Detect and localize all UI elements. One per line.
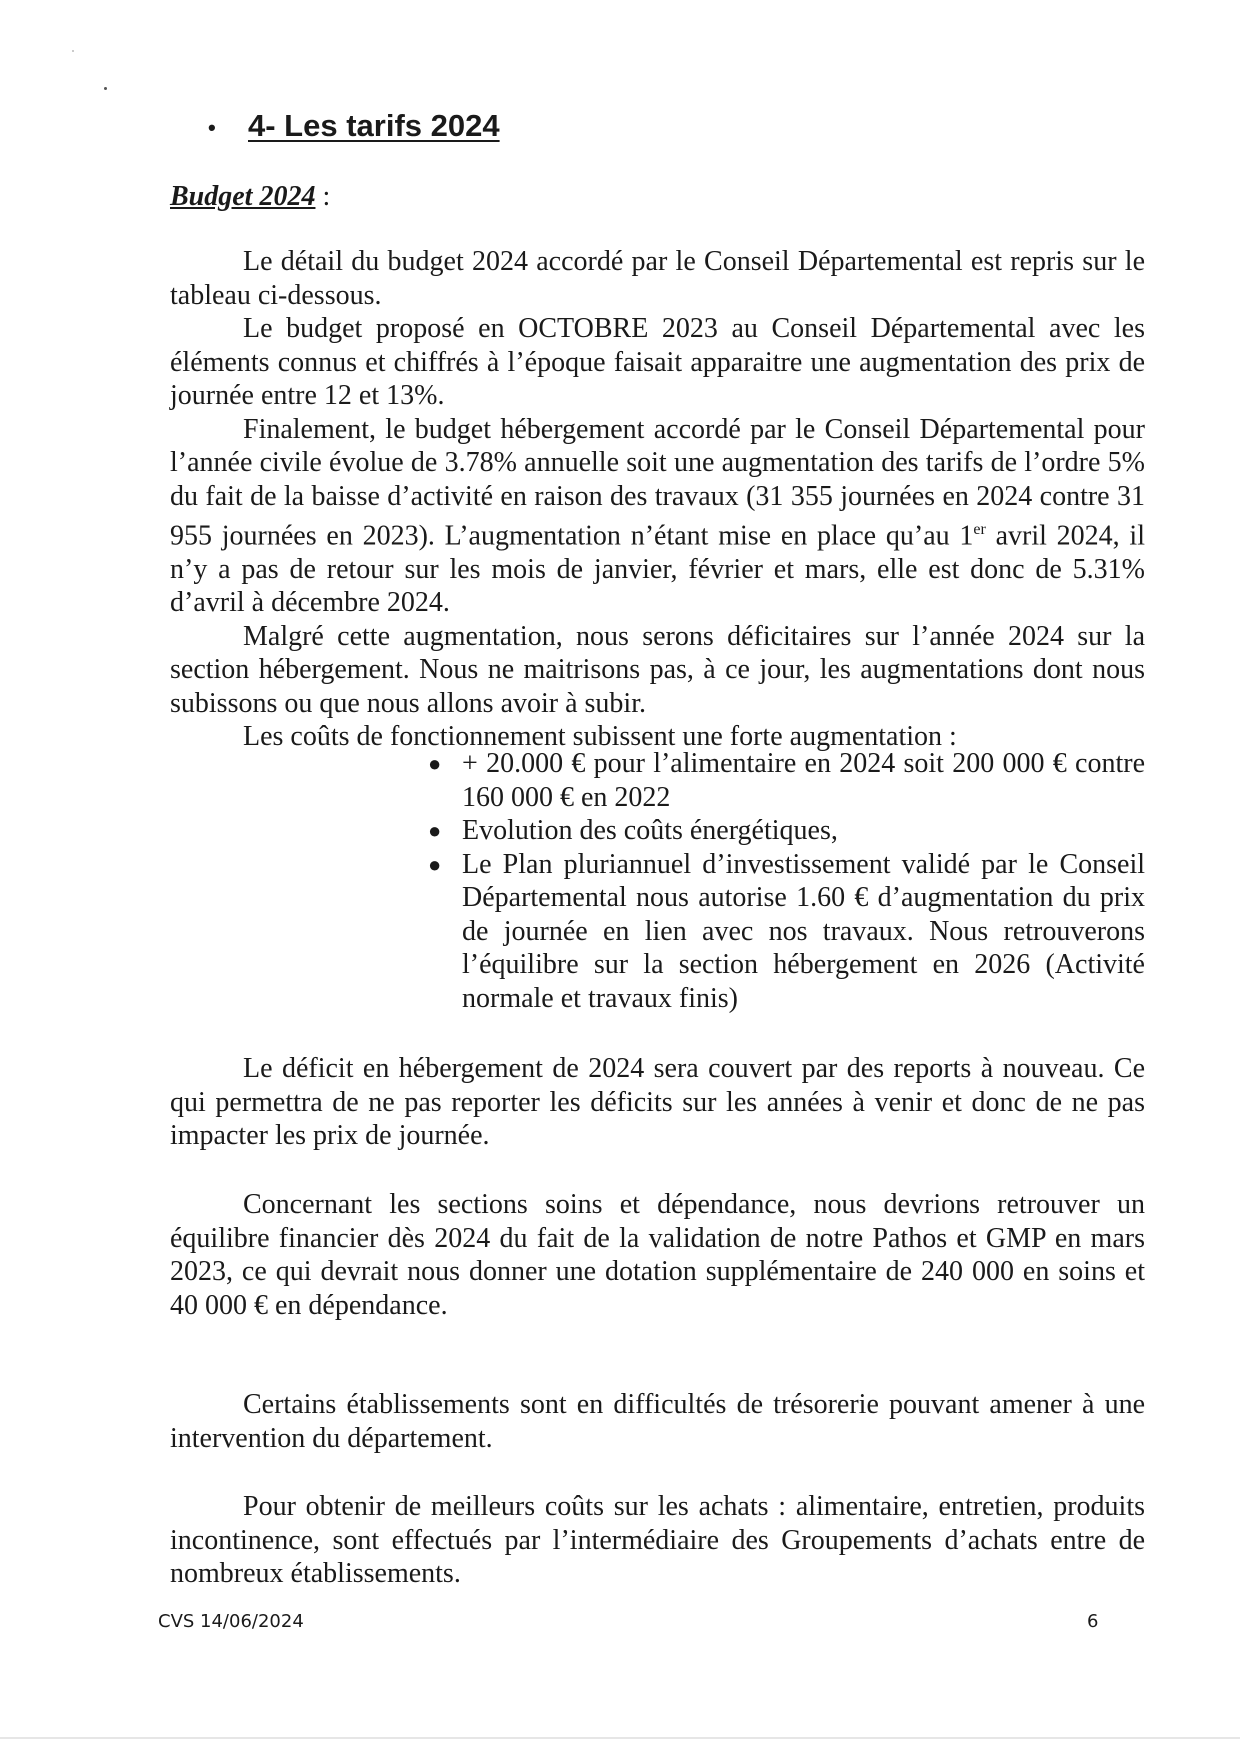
paragraph-final-budget: Finalement, le budget hébergement accordé par le Conseil Départemental pour l’année civile évolue de 3.78% annuelle soit une augmentation des tarifs de l’ordre 5% du fait de la baisse d’activité en raison des travaux (31 355 journées en 2024 contre 31 955 journées en 2023). L’augmentation n’étant mise en place qu’au 1er avril 2024, il n’y a pas de retour sur les mois de janvier, février et mars, elle est donc de 5.31% d’avril à décembre 2024.	[170, 413, 1145, 619]
deficit-paragraph-block	[170, 1052, 1145, 1153]
scan-speck	[72, 50, 74, 52]
soins-paragraph-block	[170, 1188, 1145, 1322]
bullet-dot-icon: ●	[428, 851, 442, 877]
page-number: 6	[1087, 1611, 1099, 1632]
list-item: ● Le Plan pluriannuel d’investissement validé par le Conseil Départemental nous autorise 1.60 € d’augmentation du prix de journée en lien avec nos travaux. Nous retrouverons l’équilibre sur la section hébergement en 2026 (Activité normale et travaux finis)	[428, 848, 1145, 1014]
achats-paragraph-block	[170, 1490, 1145, 1591]
bullet-dot-icon: ●	[428, 818, 442, 843]
budget-label: Budget 2024	[170, 181, 316, 212]
cost-increase-list	[418, 747, 1145, 1015]
paragraph-proposed-budget: Le budget proposé en OCTOBRE 2023 au Conseil Départemental avec les éléments connus et chiffrés à l’époque faisait apparaitre une augmentation des prix de journée entre 12 et 13%.	[170, 313, 1145, 411]
heading-bullet: •	[208, 114, 216, 140]
intro-paragraphs	[170, 245, 1145, 754]
scan-edge-line	[0, 1737, 1240, 1739]
bullet-dot-icon: ●	[428, 751, 442, 776]
list-item: ● Evolution des coûts énergétiques,	[428, 815, 838, 846]
list-item: ● + 20.000 € pour l’alimentaire en 2024 soit 200 000 € contre 160 000 € en 2022	[428, 748, 1145, 813]
paragraph-soins-dependance: Concernant les sections soins et dépendance, nous devrions retrouver un équilibre financier dès 2024 du fait de la validation de notre Pathos et GMP en mars 2023, ce qui devrait nous donner une dotation supplémentaire de 240 000 en soins et 40 000 € en dépendance.	[170, 1189, 1145, 1321]
paragraph-deficit-coverage: Le déficit en hébergement de 2024 sera couvert par des reports à nouveau. Ce qui permettra de ne pas reporter les déficits sur les années à venir et donc de ne pas impacter les prix de journée.	[170, 1053, 1145, 1151]
budget-subheading	[170, 180, 330, 214]
paragraph-achats: Pour obtenir de meilleurs coûts sur les achats : alimentaire, entretien, produits incontinence, sont effectués par l’intermédiaire des Groupements d’achats entre de nombreux établissements.	[170, 1491, 1145, 1589]
paragraph-operating-costs: Les coûts de fonctionnement subissent une forte augmentation :	[243, 721, 957, 753]
ordinal-superscript: er	[973, 521, 986, 538]
section-title: 4- Les tarifs 2024	[248, 108, 500, 143]
section-heading	[208, 108, 500, 144]
budget-label-suffix: :	[315, 181, 331, 212]
scan-speck	[104, 87, 107, 90]
paragraph-deficit-warning: Malgré cette augmentation, nous serons déficitaires sur l’année 2024 sur la section hébergement. Nous ne maitrisons pas, à ce jour, les augmentations dont nous subissons ou que nous allons avoir à subir.	[170, 620, 1145, 719]
paragraph-detail: Le détail du budget 2024 accordé par le Conseil Départemental est repris sur le tableau ci-dessous.	[170, 246, 1145, 311]
footer-meeting-date: CVS 14/06/2024	[158, 1611, 304, 1632]
paragraph-tresorerie: Certains établissements sont en difficultés de trésorerie pouvant amener à une intervention du département.	[170, 1389, 1145, 1454]
tresorerie-paragraph-block	[170, 1388, 1145, 1455]
